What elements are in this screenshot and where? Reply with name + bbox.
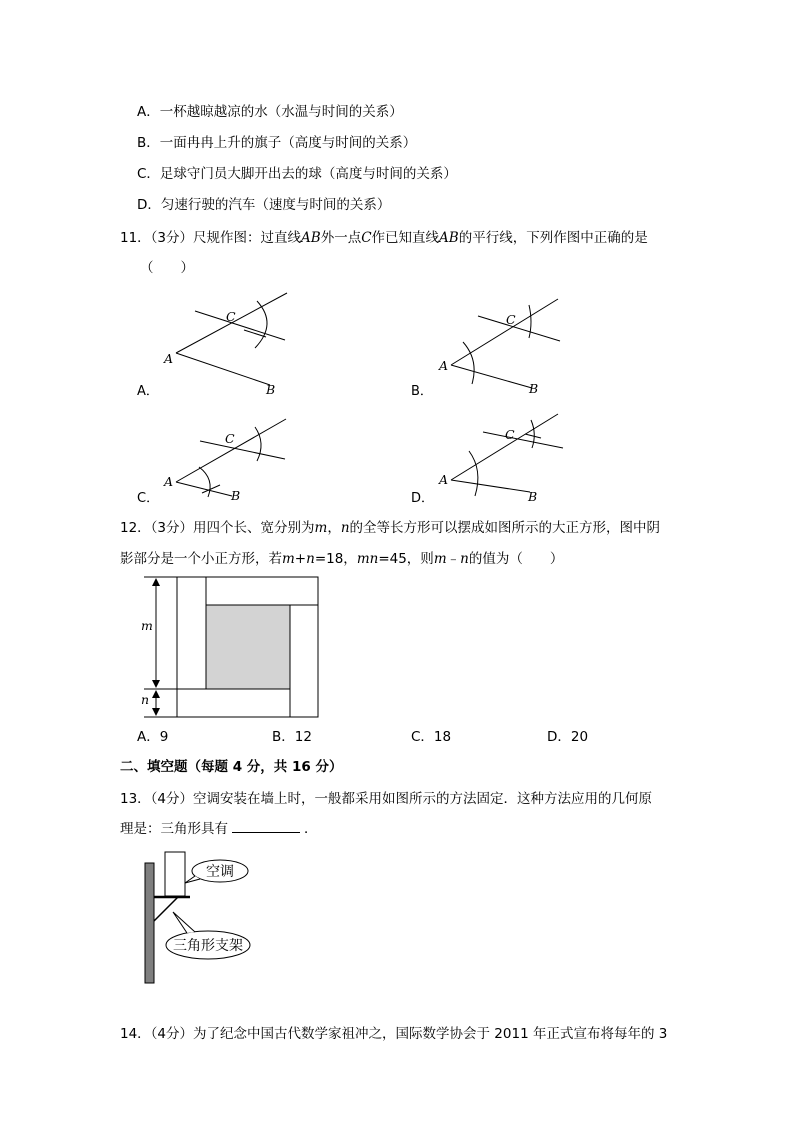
q12-stem-line1: 12．（3分）用四个长、宽分别为m，n的全等长方形可以摆成如图所示的大正方形，图中阴 xyxy=(120,520,661,536)
air-conditioner-unit xyxy=(165,852,185,896)
q12-square-figure xyxy=(136,574,326,724)
q11a-point-c: C xyxy=(226,309,236,324)
q11-option-b-label: B． xyxy=(411,384,433,399)
q11-figure-a xyxy=(160,288,295,398)
section-title-fill-in: 二、填空题（每题 4 分，共 16 分） xyxy=(120,759,343,775)
label-triangle-bracket: 三角形支架 xyxy=(173,938,243,954)
q10-option-a: A．一杯越晾越凉的水（水温与时间的关系） xyxy=(137,104,403,120)
q11-option-c-label: C． xyxy=(137,491,160,506)
q13-air-conditioner-figure xyxy=(140,850,260,990)
q12-option-a: A．9 xyxy=(137,729,169,745)
q11b-point-c: C xyxy=(506,312,516,327)
q12-label-n: n xyxy=(141,692,150,707)
q12-label-m: m xyxy=(141,618,153,633)
q11c-point-b: B xyxy=(231,488,241,503)
wall xyxy=(145,863,154,983)
q10-option-b: B．一面冉冉上升的旗子（高度与时间的关系） xyxy=(137,135,417,151)
q14-stem-line1: 14．（4分）为了纪念中国古代数学家祖冲之，国际数学协会于 2011 年正式宣布将每年的 3 xyxy=(120,1026,668,1042)
q11-figure-c xyxy=(160,413,295,508)
q11-answer-paren: （ ） xyxy=(140,260,194,276)
q11d-point-a: A xyxy=(439,472,449,487)
label-air-conditioner: 空调 xyxy=(206,864,234,880)
q11c-point-a: A xyxy=(164,474,174,489)
q11b-point-b: B xyxy=(529,381,539,396)
q11-option-d-label: D． xyxy=(411,491,435,506)
q11b-point-a: A xyxy=(439,358,449,373)
q12-option-b: B．12 xyxy=(272,729,312,745)
q13-stem-line1: 13．（4分）空调安装在墙上时，一般都采用如图所示的方法固定．这种方法应用的几何原 xyxy=(120,791,653,807)
q12-shaded-square xyxy=(206,605,290,689)
q12-option-c: C．18 xyxy=(411,729,452,745)
q12-stem-line2: 影部分是一个小正方形，若m+n=18，mn=45，则m﹣n的值为（ ） xyxy=(120,551,564,567)
q11a-point-b: B xyxy=(266,382,276,397)
q11d-point-b: B xyxy=(528,489,538,504)
q11a-point-a: A xyxy=(164,351,174,366)
q11-option-a-label: A． xyxy=(137,384,159,399)
q11-stem: 11．（3分）尺规作图：过直线AB外一点C作已知直线AB的平行线，下列作图中正确的是 xyxy=(120,230,648,246)
q10-option-d: D．匀速行驶的汽车（速度与时间的关系） xyxy=(137,197,391,213)
q12-option-d: D．20 xyxy=(547,729,589,745)
q11d-point-c: C xyxy=(505,427,515,442)
q13-stem-line2: 理是：三角形具有 ． xyxy=(120,821,318,837)
q11-figure-d xyxy=(433,406,568,506)
q10-option-c: C．足球守门员大脚开出去的球（高度与时间的关系） xyxy=(137,166,457,182)
q13-answer-blank[interactable] xyxy=(232,820,300,833)
q11-figure-b xyxy=(433,296,568,401)
q11c-point-c: C xyxy=(225,431,235,446)
